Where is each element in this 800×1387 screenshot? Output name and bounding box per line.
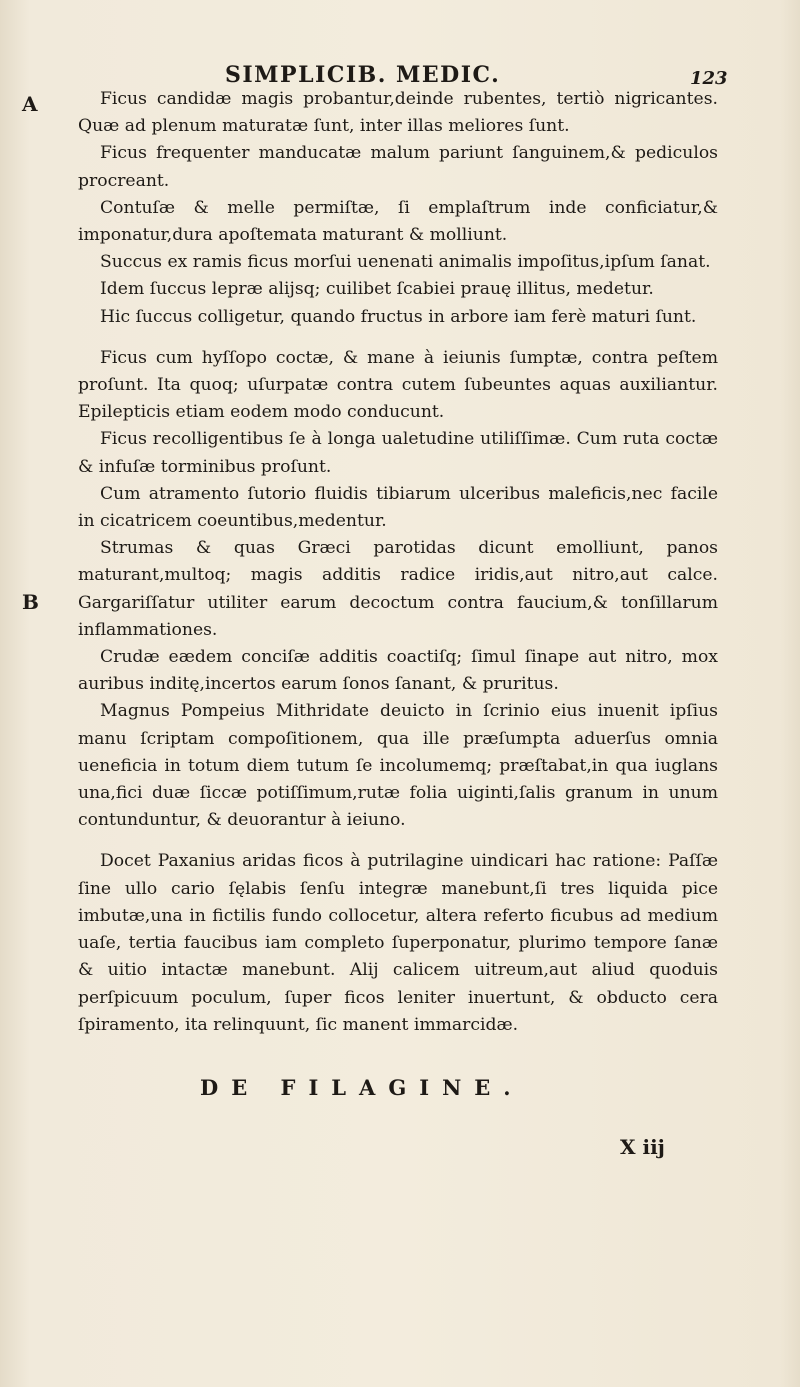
paragraph-11: Crudæ eædem conciſæ additis coactiſq; ſimul ſinape aut nitro, mox auribus inditę,incertos earum ſonos ſanant, & pruritus. (78, 647, 718, 695)
signature-mark: X iij (620, 1135, 665, 1159)
paragraph-3: Contuſæ & melle permiſtæ, ſi emplaſtrum inde conficiatur,& imponatur,dura apoſtemata maturant & molliunt. (78, 197, 718, 246)
paragraph-10: Strumas & quas Græci parotidas dicunt emolliunt, panos maturant,multoq; magis additis radice iridis,aut nitro,aut calce. Gargariſſatur utiliter earum decoctum contra faucium,& tonſillarum inflammationes. (78, 538, 718, 640)
paragraph-8: Ficus recolligentibus ſe à longa ualetudine utiliſſimæ. Cum ruta coctæ & infuſæ torminibus proſunt. (78, 429, 718, 477)
paragraph-4: Succus ex ramis ficus morſui uenenati animalis impoſitus,ipſum ſanat. (100, 252, 711, 273)
section-heading: DE FILAGINE. (200, 1075, 524, 1100)
paragraph-13: Docet Paxanius aridas ficos à putrilagine uindicari hac ratione: Paſſæ ſine ullo cario ſęlabis ſenſu integræ manebunt,ſi tres liquida pice imbutæ,una in fictilis fundo collocetur, altera referto ficubus ad medium uaſe, tertia faucibus iam completo ſuperponatur, plurimo tempore ſanæ & uitio intactæ manebunt. Alij calicem uitreum,aut aliud quoduis perſpicuum poculum, ſuper ficos leniter inuertunt, & obducto cera ſpiramento, ita relinquunt, ſic manent immarcidæ. (78, 851, 718, 1035)
paragraph-1: Ficus candidæ magis probantur,deinde rubentes, tertiò nigricantes. Quæ ad plenum maturatæ ſunt, inter illas meliores ſunt. (78, 89, 718, 137)
body-text (78, 86, 718, 1039)
paragraph-12: Magnus Pompeius Mithridate deuicto in ſcrinio eius inuenit ipſius manu ſcriptam compoſitionem, qua ille præſumpta aduerſus omnia ueneficia in totum diem tutum ſe incolumemq; præſtabat,in qua iuglans una,fici duæ ſiccæ potiſſimum,rutæ folia uiginti,ſalis granum in unum contunduntur, & deuorantur à ieiuno. (78, 701, 718, 831)
paragraph-9: Cum atramento ſutorio fluidis tibiarum ulceribus maleficis,nec facile in cicatricem coeuntibus,medentur. (78, 483, 718, 532)
paragraph-6: Hic ſuccus colligetur, quando fructus in arbore iam ferè maturi ſunt. (100, 306, 697, 327)
marginal-letter-a: A (22, 92, 38, 116)
running-title: SIMPLICIB. MEDIC. (225, 62, 501, 88)
marginal-letter-b: B (22, 590, 39, 614)
paragraph-2: Ficus frequenter manducatæ malum pariunt ſanguinem,& pediculos procreant. (78, 143, 718, 191)
paragraph-7: Ficus cum hyſſopo coctæ, & mane à ieiunis ſumptæ, contra peſtem proſunt. Ita quoq; uſurpatæ contra cutem ſubeuntes aquas auxiliantur. Epilepticis etiam eodem modo conducunt. (78, 347, 718, 423)
paragraph-5: Idem ſuccus lepræ alijsq; cuilibet ſcabiei prauę illitus, medetur. (100, 279, 654, 300)
page-number: 123 (690, 68, 728, 89)
